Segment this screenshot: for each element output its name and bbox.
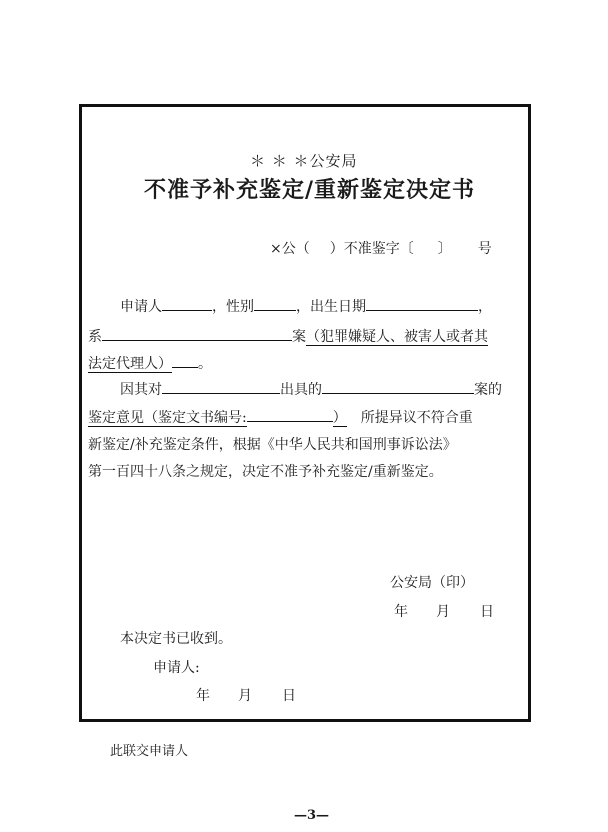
document-number — [270, 238, 492, 258]
label-ande: 案的 — [474, 382, 502, 398]
case-line — [88, 326, 488, 346]
page-number: —3— — [294, 808, 330, 823]
receipt-statement: 本决定书已收到。 — [120, 631, 232, 647]
blank-case-name-2[interactable] — [322, 379, 474, 394]
label-chujude: 出具的 — [280, 382, 322, 398]
label-yinqidui: 因其对 — [120, 382, 162, 398]
receipt-applicant: 申请人: — [153, 660, 200, 676]
punct-comma: ， — [478, 299, 492, 315]
blank-appraisal-org[interactable] — [162, 379, 280, 394]
label-case: 案 — [292, 329, 306, 345]
document-title: 不准予补充鉴定/重新鉴定决定书 — [144, 177, 476, 203]
doc-no-prefix: ×公（ — [270, 241, 310, 257]
agency-name: ＊ ＊ ＊公安局 — [250, 152, 358, 170]
doc-no-middle: ）不准鉴字〔 — [329, 241, 414, 257]
label-xi: 系 — [88, 329, 102, 345]
objection-line — [120, 379, 502, 399]
doc-no-bracket-close: 〕 — [437, 241, 452, 257]
legal-basis-line: 新鉴定/补充鉴定条件，根据《中华人民共和国刑事诉讼法》 — [88, 437, 457, 453]
label-opinion-no: 鉴定意见（鉴定文书编号: — [88, 410, 247, 426]
date-year: 年 — [394, 604, 408, 620]
label-gender: ，性别 — [212, 299, 254, 315]
opinion-line — [88, 407, 473, 427]
blank-case-name[interactable] — [102, 326, 292, 341]
punct-paren: ） — [332, 410, 347, 426]
punct-period: 。 — [198, 356, 212, 372]
role-line — [88, 353, 212, 373]
decision-date — [394, 601, 494, 621]
receipt-year: 年 — [196, 688, 210, 704]
applicant-line — [120, 296, 492, 316]
label-birth-date: ，出生日期 — [296, 299, 366, 315]
role-options-cont: 法定代理人） — [88, 356, 172, 372]
copy-note: 此联交申请人 — [110, 744, 189, 759]
role-options: （犯罪嫌疑人、被害人或者其 — [306, 329, 488, 345]
date-day: 日 — [480, 604, 494, 620]
receipt-month: 月 — [238, 688, 252, 704]
label-objection: 所提异议不符合重 — [360, 410, 473, 426]
date-month: 月 — [436, 604, 450, 620]
blank-gender[interactable] — [254, 296, 296, 311]
label-applicant: 申请人 — [120, 299, 162, 315]
blank-applicant-name[interactable] — [162, 296, 212, 311]
receipt-date — [196, 685, 296, 705]
receipt-day: 日 — [282, 688, 296, 704]
blank-birth-date[interactable] — [366, 296, 478, 311]
blank-opinion-no[interactable] — [247, 407, 333, 422]
blank-role[interactable] — [172, 353, 198, 368]
seal-label: 公安局（印） — [390, 575, 474, 591]
doc-no-suffix: 号 — [477, 241, 492, 257]
decision-line: 第一百四十八条之规定，决定不准予补充鉴定/重新鉴定。 — [88, 464, 443, 480]
